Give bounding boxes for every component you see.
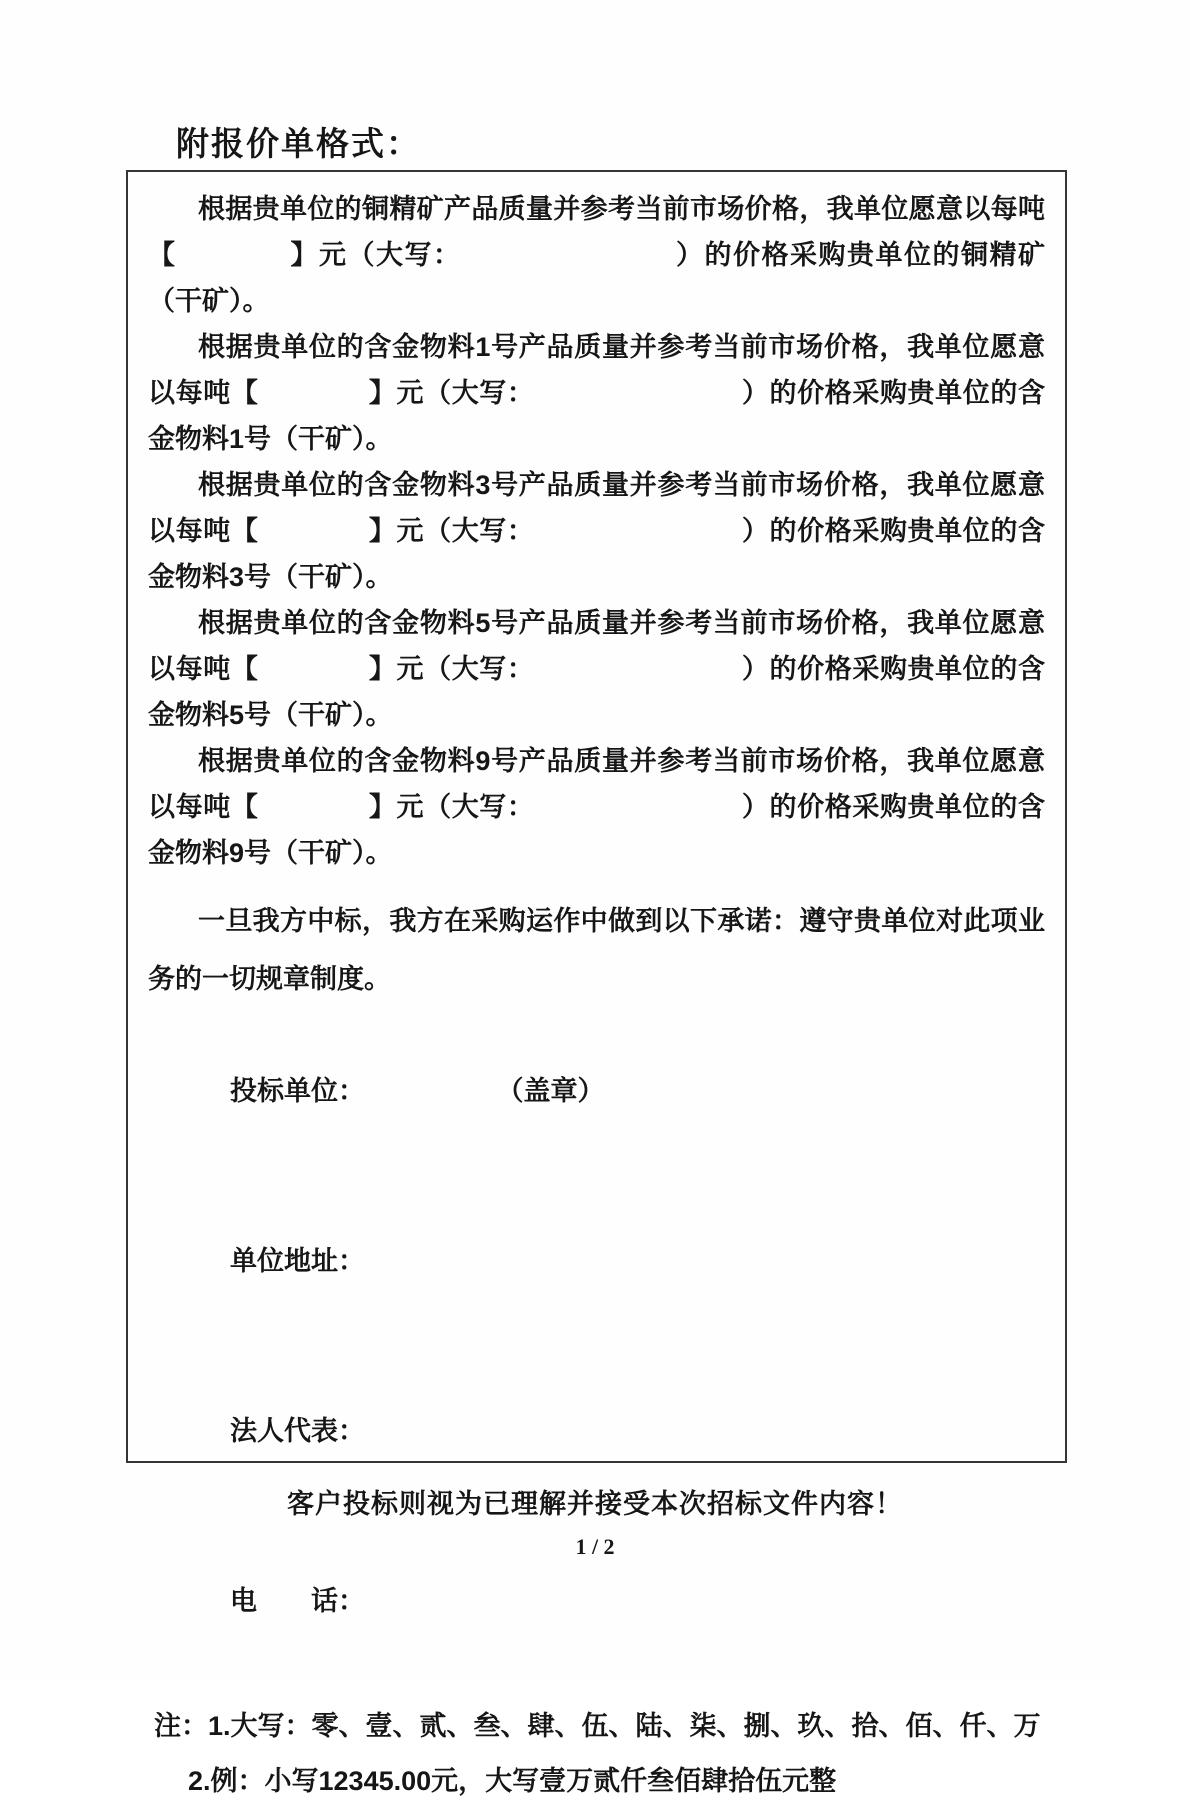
- note-capital-numerals: 注：1.大写：零、壹、贰、叁、肆、伍、陆、柒、捌、玖、拾、佰、仟、万: [154, 1711, 1041, 1741]
- field-phone-label: 电 话：: [230, 1586, 366, 1616]
- note-example: 2.例：小写12345.00元，大写壹万贰仟叁佰肆拾伍元整: [188, 1766, 837, 1796]
- field-bidder-unit-label: 投标单位：: [230, 1076, 366, 1106]
- footer-acceptance-note: 客户投标则视为已理解并接受本次招标文件内容！: [287, 1489, 903, 1519]
- page-number: 1 / 2: [575, 1534, 615, 1559]
- field-seal-note: （盖章）: [510, 1076, 605, 1106]
- commitment-paragraph: 一旦我方中标，我方在采购运作中做到以下承诺：遵守贵单位对此项业务的一切规章制度。: [148, 906, 1045, 994]
- field-legal-representative: [148, 1362, 1045, 1500]
- quote-paragraph-copper-concentrate: 根据贵单位的铜精矿产品质量并参考当前市场价格，我单位愿意以每吨【 】元（大写： ）的价格采购贵单位的铜精矿（干矿）。: [148, 194, 1045, 316]
- field-unit-address-label: 单位地址：: [230, 1246, 366, 1276]
- field-unit-address: [148, 1192, 1045, 1330]
- quote-paragraph-gold-material-1: 根据贵单位的含金物料1号产品质量并参考当前市场价格，我单位愿意以每吨【 】元（大写： ）的价格采购贵单位的含金物料1号（干矿）。: [148, 332, 1045, 454]
- field-bidder-unit: [148, 1022, 1045, 1160]
- field-legal-representative-label: 法人代表：: [230, 1416, 366, 1446]
- quote-paragraph-gold-material-3: 根据贵单位的含金物料3号产品质量并参考当前市场价格，我单位愿意以每吨【 】元（大写： ）的价格采购贵单位的含金物料3号（干矿）。: [148, 470, 1045, 592]
- quote-paragraph-gold-material-9: 根据贵单位的含金物料9号产品质量并参考当前市场价格，我单位愿意以每吨【 】元（大写： ）的价格采购贵单位的含金物料9号（干矿）。: [148, 746, 1045, 868]
- doc-title: 附报价单格式：: [176, 125, 421, 162]
- quote-paragraph-gold-material-5: 根据贵单位的含金物料5号产品质量并参考当前市场价格，我单位愿意以每吨【 】元（大写： ）的价格采购贵单位的含金物料5号（干矿）。: [148, 608, 1045, 730]
